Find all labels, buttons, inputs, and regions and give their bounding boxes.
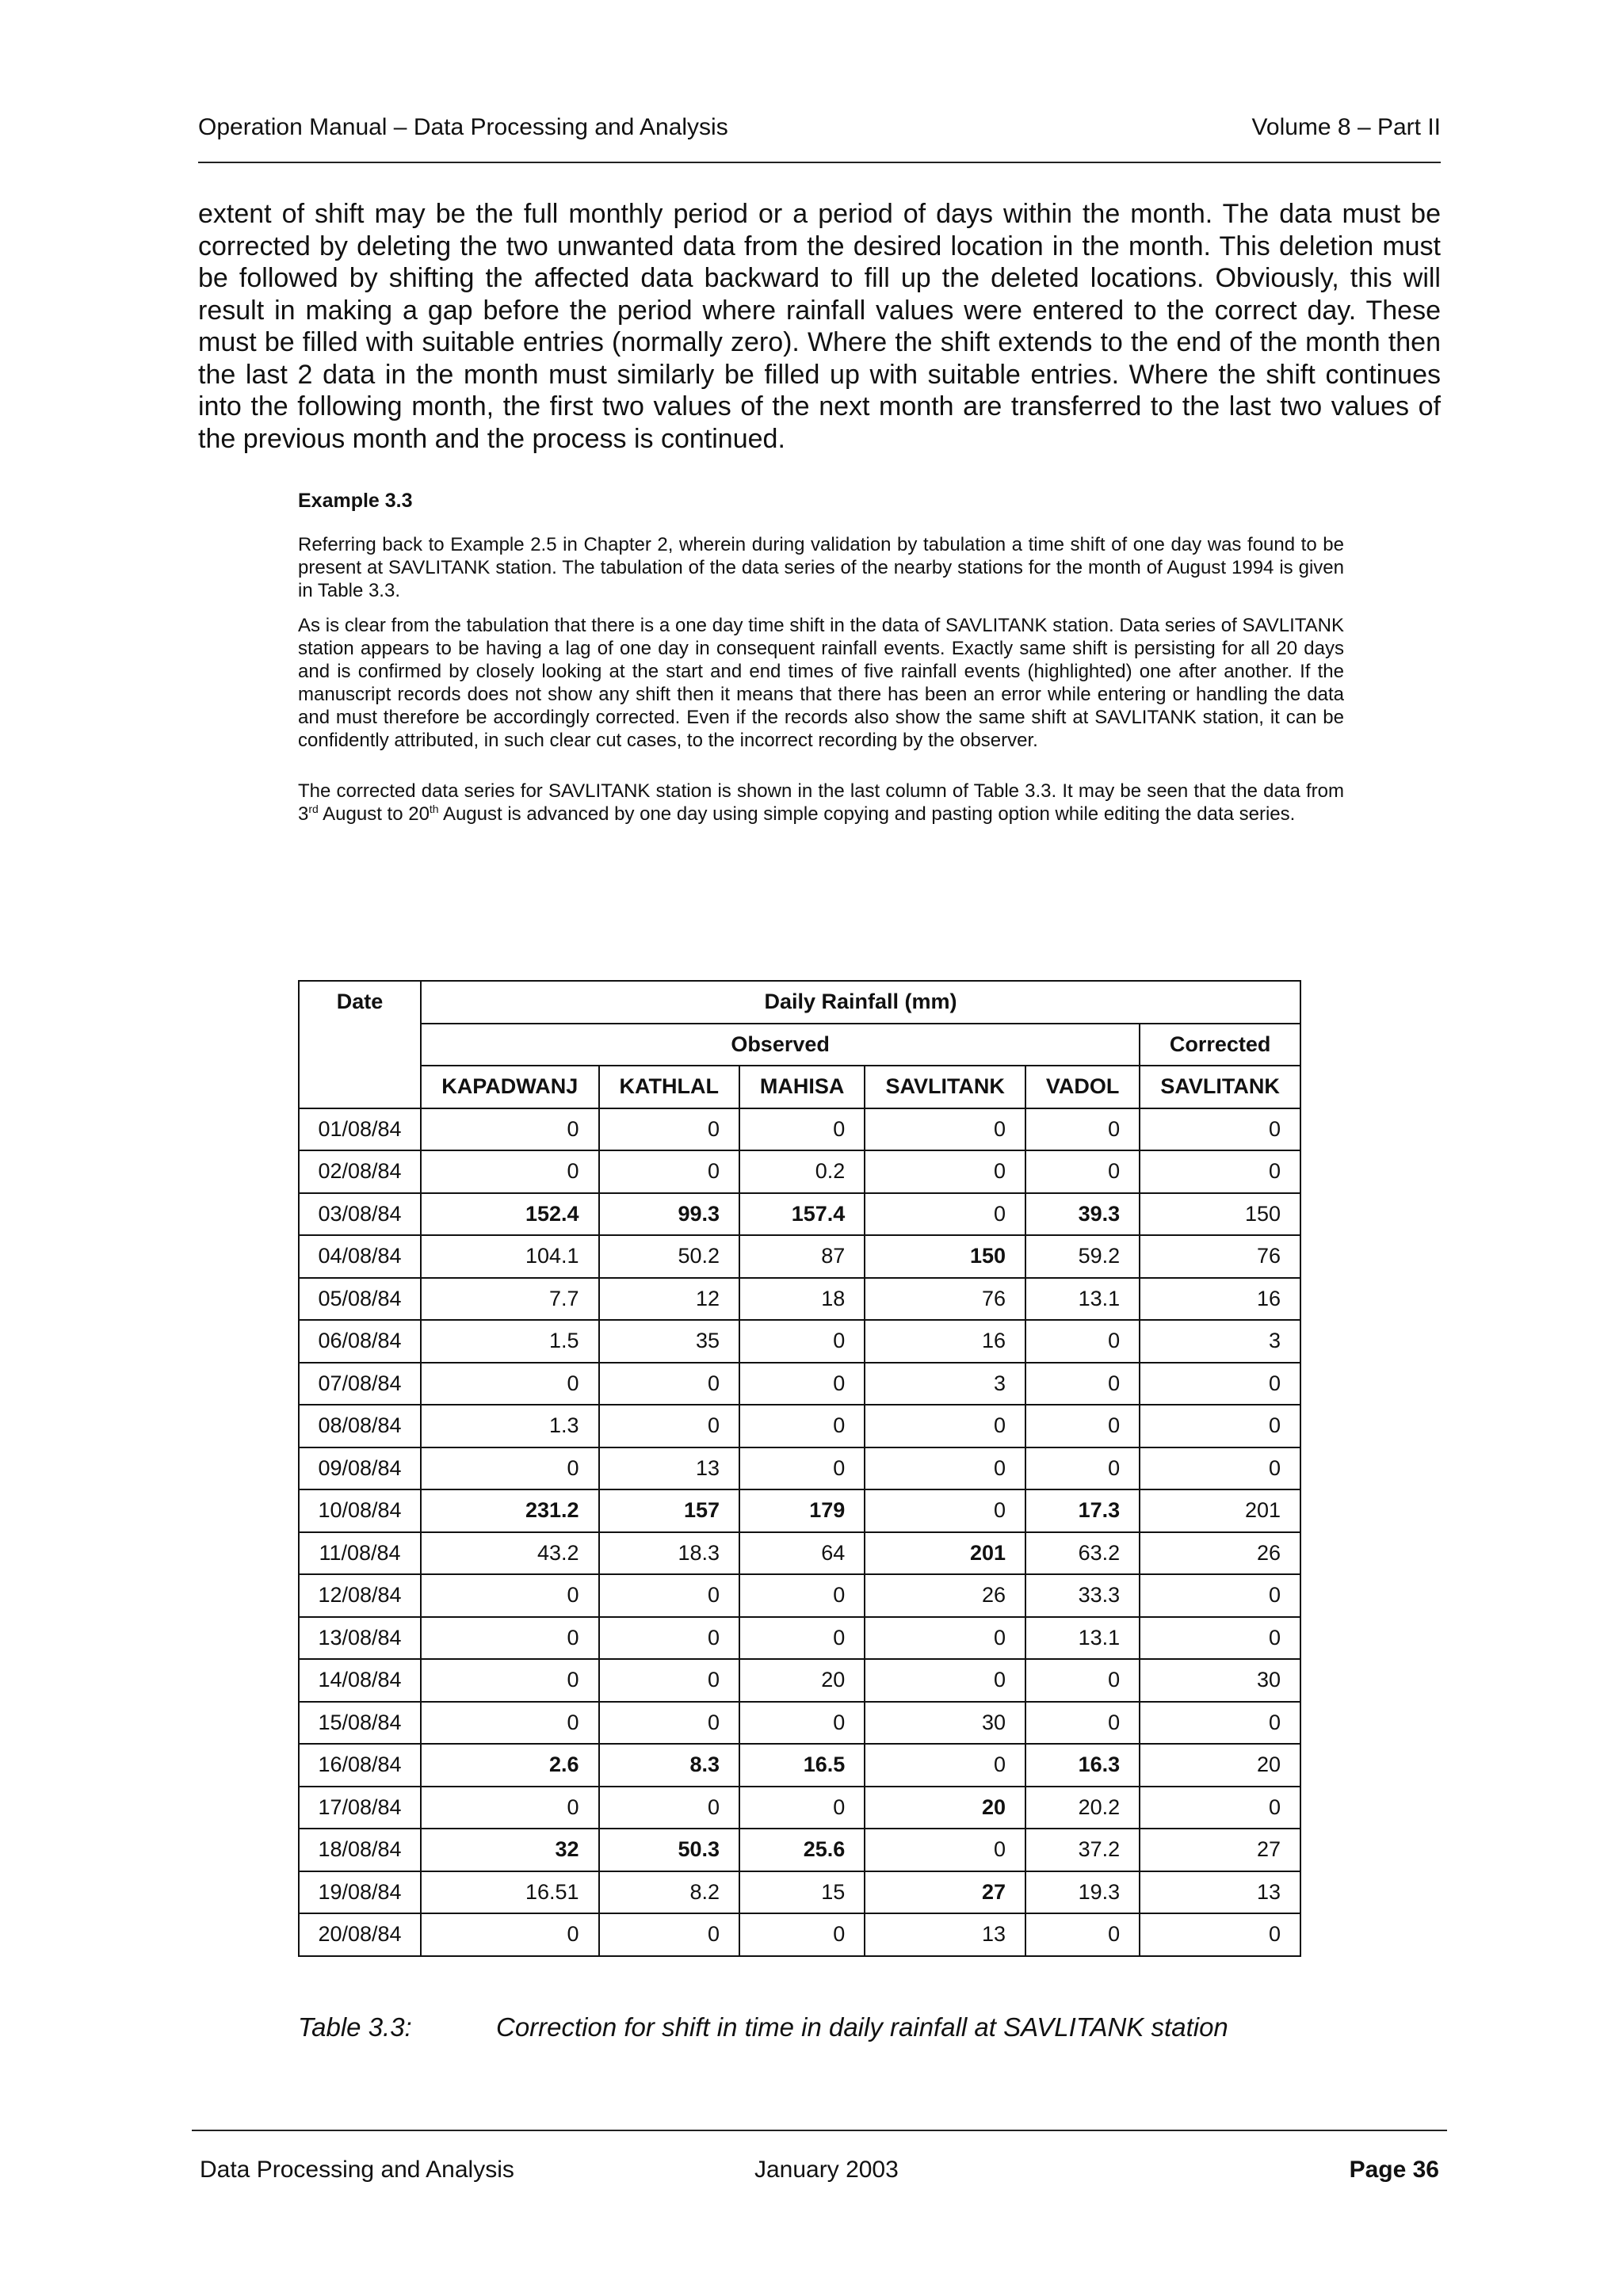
- value-cell: 0: [1140, 1150, 1300, 1193]
- value-cell: 0: [1025, 1913, 1140, 1956]
- value-cell: 0: [739, 1320, 865, 1363]
- value-cell: 0: [1140, 1702, 1300, 1745]
- value-cell: 152.4: [421, 1193, 599, 1236]
- date-cell: 18/08/84: [299, 1829, 421, 1871]
- value-cell: 157: [599, 1489, 739, 1532]
- value-cell: 0: [739, 1617, 865, 1660]
- value-cell: 0: [599, 1108, 739, 1151]
- value-cell: 0: [1140, 1574, 1300, 1617]
- value-cell: 0: [865, 1829, 1025, 1871]
- value-cell: 0: [739, 1913, 865, 1956]
- value-cell: 157.4: [739, 1193, 865, 1236]
- value-cell: 0: [421, 1702, 599, 1745]
- value-cell: 0: [1140, 1617, 1300, 1660]
- column-header: MAHISA: [739, 1066, 865, 1108]
- example-title: Example 3.3: [298, 490, 413, 512]
- table-row: [299, 1108, 1300, 1151]
- value-cell: 30: [1140, 1659, 1300, 1702]
- value-cell: 20: [1140, 1744, 1300, 1787]
- value-cell: 0: [599, 1150, 739, 1193]
- footer-date: January 2003: [754, 2157, 899, 2183]
- value-cell: 0: [421, 1363, 599, 1405]
- value-cell: 16.5: [739, 1744, 865, 1787]
- value-cell: 201: [1140, 1489, 1300, 1532]
- table-row: [299, 1574, 1300, 1617]
- value-cell: 13: [1140, 1871, 1300, 1914]
- observed-header: Observed: [421, 1024, 1140, 1066]
- value-cell: 0: [865, 1744, 1025, 1787]
- column-header: SAVLITANK: [1140, 1066, 1300, 1108]
- value-cell: 0: [599, 1787, 739, 1829]
- header-volume: Volume 8 – Part II: [1251, 114, 1441, 140]
- date-cell: 03/08/84: [299, 1193, 421, 1236]
- value-cell: 13.1: [1025, 1617, 1140, 1660]
- value-cell: 43.2: [421, 1532, 599, 1575]
- value-cell: 0: [739, 1574, 865, 1617]
- value-cell: 30: [865, 1702, 1025, 1745]
- value-cell: 15: [739, 1871, 865, 1914]
- value-cell: 0: [865, 1659, 1025, 1702]
- date-cell: 11/08/84: [299, 1532, 421, 1575]
- value-cell: 0: [865, 1447, 1025, 1490]
- column-header: KAPADWANJ: [421, 1066, 599, 1108]
- date-cell: 02/08/84: [299, 1150, 421, 1193]
- value-cell: 20: [739, 1659, 865, 1702]
- example-p3-part-a: The corrected data series for SAVLITANK station is shown in the last column of Table 3.3. It may be seen that the data from 3: [298, 780, 1344, 825]
- date-cell: 01/08/84: [299, 1108, 421, 1151]
- value-cell: 0: [599, 1617, 739, 1660]
- date-cell: 12/08/84: [299, 1574, 421, 1617]
- date-cell: 07/08/84: [299, 1363, 421, 1405]
- value-cell: 0: [421, 1150, 599, 1193]
- rainfall-table: [298, 980, 1301, 1957]
- value-cell: 16: [1140, 1278, 1300, 1321]
- value-cell: 17.3: [1025, 1489, 1140, 1532]
- value-cell: 2.6: [421, 1744, 599, 1787]
- value-cell: 99.3: [599, 1193, 739, 1236]
- date-cell: 04/08/84: [299, 1235, 421, 1278]
- example-p3-sup-1: rd: [308, 803, 319, 815]
- value-cell: 32: [421, 1829, 599, 1871]
- table-caption: [298, 2012, 1228, 2042]
- value-cell: 0: [599, 1702, 739, 1745]
- table-row: [299, 1787, 1300, 1829]
- value-cell: 0: [739, 1702, 865, 1745]
- value-cell: 0: [1025, 1659, 1140, 1702]
- value-cell: 16.3: [1025, 1744, 1140, 1787]
- table-row: [299, 1659, 1300, 1702]
- value-cell: 0: [1025, 1405, 1140, 1447]
- table-row: [299, 1702, 1300, 1745]
- value-cell: 0: [421, 1574, 599, 1617]
- value-cell: 0: [599, 1913, 739, 1956]
- value-cell: 1.5: [421, 1320, 599, 1363]
- value-cell: 150: [865, 1235, 1025, 1278]
- value-cell: 0: [739, 1363, 865, 1405]
- value-cell: 0: [739, 1447, 865, 1490]
- column-header: VADOL: [1025, 1066, 1140, 1108]
- value-cell: 63.2: [1025, 1532, 1140, 1575]
- value-cell: 59.2: [1025, 1235, 1140, 1278]
- value-cell: 0: [739, 1405, 865, 1447]
- table-row: [299, 1363, 1300, 1405]
- value-cell: 76: [1140, 1235, 1300, 1278]
- table-row: [299, 1320, 1300, 1363]
- table-row: [299, 1150, 1300, 1193]
- example-p3-part-c: August is advanced by one day using simple copying and pasting option while editing the data series.: [438, 803, 1296, 825]
- value-cell: 50.3: [599, 1829, 739, 1871]
- value-cell: 16: [865, 1320, 1025, 1363]
- value-cell: 0: [1025, 1320, 1140, 1363]
- value-cell: 3: [865, 1363, 1025, 1405]
- value-cell: 0: [1140, 1913, 1300, 1956]
- date-cell: 06/08/84: [299, 1320, 421, 1363]
- value-cell: 0: [1140, 1787, 1300, 1829]
- table-row: [299, 1617, 1300, 1660]
- date-cell: 10/08/84: [299, 1489, 421, 1532]
- table-row: [299, 1193, 1300, 1236]
- value-cell: 20.2: [1025, 1787, 1140, 1829]
- value-cell: 35: [599, 1320, 739, 1363]
- date-cell: 14/08/84: [299, 1659, 421, 1702]
- value-cell: 13: [865, 1913, 1025, 1956]
- value-cell: 0: [1140, 1447, 1300, 1490]
- value-cell: 20: [865, 1787, 1025, 1829]
- value-cell: 201: [865, 1532, 1025, 1575]
- value-cell: 25.6: [739, 1829, 865, 1871]
- value-cell: 0: [421, 1447, 599, 1490]
- table-body: [299, 1108, 1300, 1956]
- value-cell: 179: [739, 1489, 865, 1532]
- value-cell: 0: [1025, 1108, 1140, 1151]
- value-cell: 0: [865, 1617, 1025, 1660]
- value-cell: 0: [421, 1659, 599, 1702]
- value-cell: 0.2: [739, 1150, 865, 1193]
- table-row: [299, 1235, 1300, 1278]
- table-row: [299, 1489, 1300, 1532]
- date-cell: 16/08/84: [299, 1744, 421, 1787]
- value-cell: 0: [421, 1913, 599, 1956]
- value-cell: 0: [599, 1363, 739, 1405]
- page-header: [198, 108, 1441, 163]
- value-cell: 7.7: [421, 1278, 599, 1321]
- value-cell: 64: [739, 1532, 865, 1575]
- value-cell: 0: [1025, 1363, 1140, 1405]
- value-cell: 0: [599, 1574, 739, 1617]
- table-row: [299, 1744, 1300, 1787]
- value-cell: 0: [1025, 1447, 1140, 1490]
- value-cell: 0: [1140, 1405, 1300, 1447]
- daily-rainfall-header: Daily Rainfall (mm): [421, 981, 1300, 1024]
- date-cell: 19/08/84: [299, 1871, 421, 1914]
- corrected-header: Corrected: [1140, 1024, 1300, 1066]
- value-cell: 3: [1140, 1320, 1300, 1363]
- date-cell: 13/08/84: [299, 1617, 421, 1660]
- date-cell: 15/08/84: [299, 1702, 421, 1745]
- value-cell: 231.2: [421, 1489, 599, 1532]
- table-row: [299, 1532, 1300, 1575]
- table-row: [299, 1871, 1300, 1914]
- value-cell: 37.2: [1025, 1829, 1140, 1871]
- value-cell: 0: [421, 1108, 599, 1151]
- value-cell: 0: [1140, 1363, 1300, 1405]
- value-cell: 8.2: [599, 1871, 739, 1914]
- value-cell: 13.1: [1025, 1278, 1140, 1321]
- date-cell: 20/08/84: [299, 1913, 421, 1956]
- table-row: [299, 1278, 1300, 1321]
- value-cell: 0: [1025, 1150, 1140, 1193]
- table-row: [299, 1913, 1300, 1956]
- example-block: [298, 490, 1344, 837]
- value-cell: 50.2: [599, 1235, 739, 1278]
- value-cell: 0: [1025, 1702, 1140, 1745]
- example-paragraph-1: Referring back to Example 2.5 in Chapter 2, wherein during validation by tabulation a time shift of one day was found to be present at SAVLITANK station. The tabulation of the data series of the nearby stations for the month of August 1994 is given in Table 3.3.: [298, 534, 1344, 601]
- value-cell: 150: [1140, 1193, 1300, 1236]
- value-cell: 0: [599, 1405, 739, 1447]
- value-cell: 12: [599, 1278, 739, 1321]
- date-cell: 05/08/84: [299, 1278, 421, 1321]
- date-cell: 09/08/84: [299, 1447, 421, 1490]
- value-cell: 26: [865, 1574, 1025, 1617]
- date-cell: 08/08/84: [299, 1405, 421, 1447]
- example-paragraph-3: [298, 780, 1344, 826]
- value-cell: 0: [1140, 1108, 1300, 1151]
- footer-title: Data Processing and Analysis: [200, 2157, 514, 2183]
- column-header: SAVLITANK: [865, 1066, 1025, 1108]
- value-cell: 27: [865, 1871, 1025, 1914]
- intro-paragraph: extent of shift may be the full monthly period or a period of days within the month. The data must be corrected by deleting the two unwanted data from the desired location in the month. This deletion must be followed by shifting the affected data backward to fill up the deleted locations. Obviously, this will result in making a gap before the period where rainfall values were entered to the correct day. These must be filled with suitable entries (normally zero). Where the shift extends to the end of the month then the last 2 data in the month must similarly be filled up with suitable entries. Where the shift continues into the following month, the first two values of the next month are transferred to the last two values of the previous month and the process is continued.: [198, 199, 1441, 454]
- value-cell: 18.3: [599, 1532, 739, 1575]
- header-title: Operation Manual – Data Processing and Analysis: [198, 114, 728, 140]
- example-paragraph-2: As is clear from the tabulation that there is a one day time shift in the data of SAVLITANK station. Data series of SAVLITANK station appears to be having a lag of one day in consequent rainfall events. Exactly same shift is persisting for all 20 days and is confirmed by closely looking at the start and end times of five rainfall events (highlighted) one after another. If the manuscript records does not show any shift then it means that there has been an error while entering or handling the data and must therefore be accordingly corrected. Even if the records also show the same shift at SAVLITANK station, it can be confidently attributed, in such clear cut cases, to the incorrect recording by the observer.: [298, 615, 1344, 751]
- value-cell: 0: [865, 1489, 1025, 1532]
- value-cell: 87: [739, 1235, 865, 1278]
- column-header: KATHLAL: [599, 1066, 739, 1108]
- date-cell: 17/08/84: [299, 1787, 421, 1829]
- value-cell: 13: [599, 1447, 739, 1490]
- value-cell: 19.3: [1025, 1871, 1140, 1914]
- value-cell: 18: [739, 1278, 865, 1321]
- value-cell: 26: [1140, 1532, 1300, 1575]
- value-cell: 0: [865, 1150, 1025, 1193]
- value-cell: 0: [739, 1787, 865, 1829]
- caption-number: Table 3.3:: [298, 2012, 412, 2042]
- example-p3-sup-2: th: [429, 803, 439, 815]
- value-cell: 76: [865, 1278, 1025, 1321]
- value-cell: 104.1: [421, 1235, 599, 1278]
- value-cell: 0: [599, 1659, 739, 1702]
- value-cell: 0: [865, 1193, 1025, 1236]
- table-row: [299, 1829, 1300, 1871]
- caption-text: Correction for shift in time in daily rainfall at SAVLITANK station: [496, 2012, 1228, 2042]
- value-cell: 27: [1140, 1829, 1300, 1871]
- value-cell: 0: [865, 1405, 1025, 1447]
- example-p3-part-b: August to 20: [318, 803, 430, 825]
- footer-page-number: Page 36: [1349, 2157, 1439, 2183]
- value-cell: 1.3: [421, 1405, 599, 1447]
- value-cell: 0: [421, 1787, 599, 1829]
- value-cell: 16.51: [421, 1871, 599, 1914]
- date-column-header: Date: [299, 981, 421, 1108]
- table-row: [299, 1447, 1300, 1490]
- value-cell: 8.3: [599, 1744, 739, 1787]
- value-cell: 39.3: [1025, 1193, 1140, 1236]
- value-cell: 0: [739, 1108, 865, 1151]
- value-cell: 0: [421, 1617, 599, 1660]
- page-footer: [192, 2130, 1447, 2195]
- table-row: [299, 1405, 1300, 1447]
- value-cell: 33.3: [1025, 1574, 1140, 1617]
- value-cell: 0: [865, 1108, 1025, 1151]
